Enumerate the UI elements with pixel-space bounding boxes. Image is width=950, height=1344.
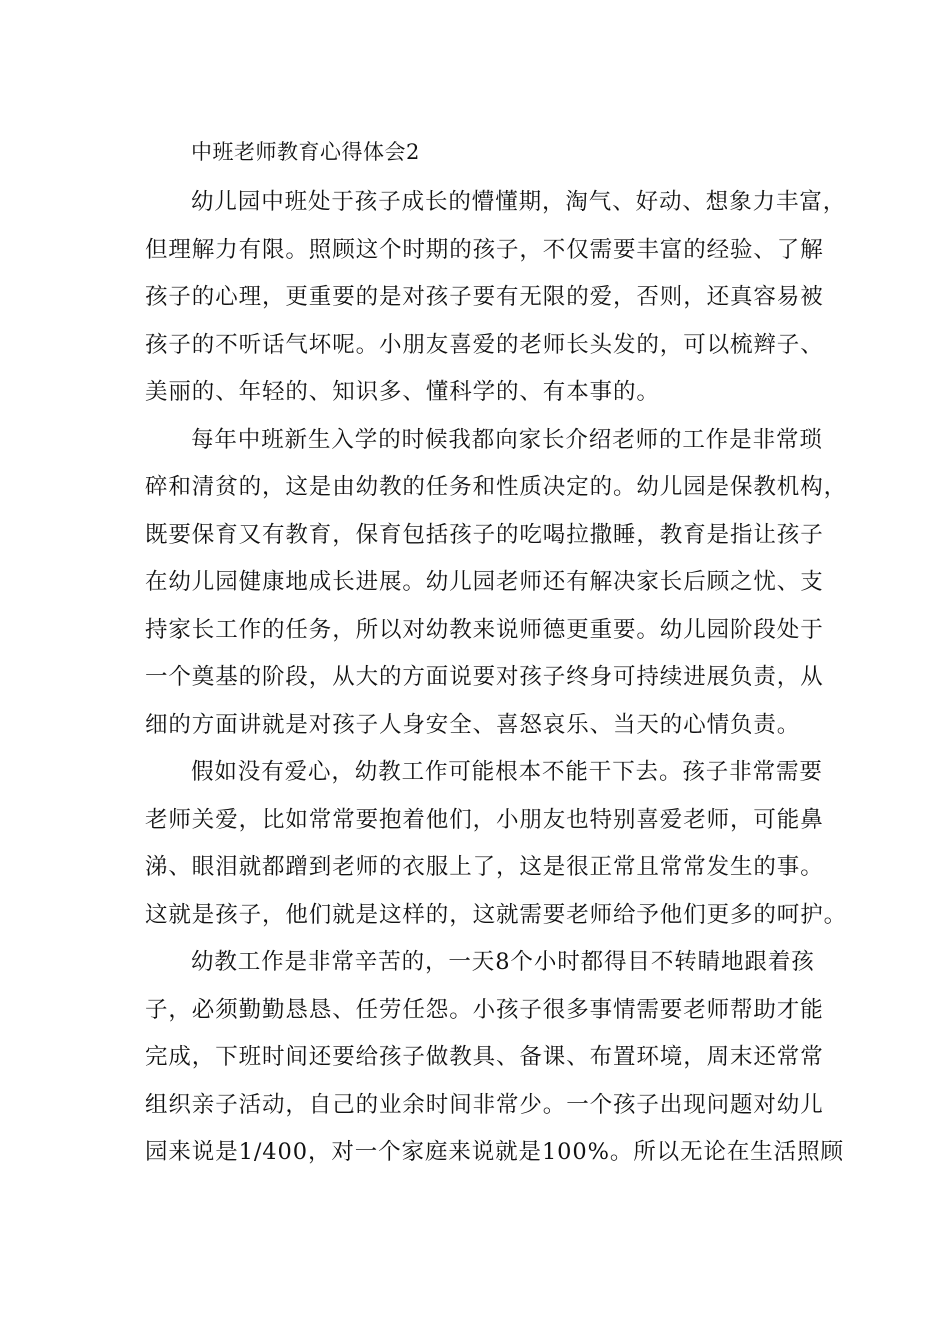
paragraph-3	[145, 752, 848, 942]
document-body	[145, 132, 848, 1180]
paragraph-line: 子，必须勤勤恳恳、任劳任怨。小孩子很多事情需要老师帮助才能	[145, 996, 824, 1023]
paragraph-line: 一个奠基的阶段，从大的方面说要对孩子终身可持续进展负责，从	[145, 664, 824, 690]
paragraph-line: 碎和清贫的，这是由幼教的任务和性质决定的。幼儿园是保教机构，	[145, 474, 848, 500]
paragraph-4	[145, 942, 844, 1180]
paragraph-line: 园来说是1/400，对一个家庭来说就是100%。所以无论在生活照顾	[145, 1139, 844, 1165]
paragraph-line: 持家长工作的任务，所以对幼教来说师德更重要。幼儿园阶段处于	[145, 616, 824, 643]
paragraph-line: 孩子的不听话气坏呢。小朋友喜爱的老师长头发的，可以梳辫子、	[145, 331, 824, 358]
paragraph-line: 美丽的、年轻的、知识多、懂科学的、有本事的。	[145, 379, 660, 405]
paragraph-line: 幼教工作是非常辛苦的，一天8个小时都得目不转睛地跟着孩	[191, 949, 815, 975]
paragraph-1	[145, 182, 847, 420]
document-title: 中班老师教育心得体会2	[191, 140, 420, 164]
paragraph-line: 但理解力有限。照顾这个时期的孩子，不仅需要丰富的经验、了解	[145, 236, 824, 263]
paragraph-line: 组织亲子活动，自己的业余时间非常少。一个孩子出现问题对幼儿	[145, 1091, 824, 1118]
paragraph-line: 细的方面讲就是对孩子人身安全、喜怒哀乐、当天的心情负责。	[145, 711, 801, 738]
paragraph-line: 涕、眼泪就都蹭到老师的衣服上了，这是很正常且常常发生的事。	[145, 854, 824, 880]
paragraph-line: 这就是孩子，他们就是这样的，这就需要老师给予他们更多的呵护。	[145, 901, 848, 928]
paragraph-2	[145, 420, 848, 753]
paragraph-line: 每年中班新生入学的时候我都向家长介绍老师的工作是非常琐	[191, 426, 823, 453]
paragraph-line: 在幼儿园健康地成长进展。幼儿园老师还有解决家长后顾之忧、支	[145, 569, 824, 595]
paragraph-line: 完成，下班时间还要给孩子做教具、备课、布置环境，周末还常常	[145, 1044, 824, 1070]
paragraph-line: 既要保育又有教育，保育包括孩子的吃喝拉撒睡，教育是指让孩子	[145, 521, 824, 548]
paragraph-line: 假如没有爱心，幼教工作可能根本不能干下去。孩子非常需要	[191, 759, 823, 785]
paragraph-line: 幼儿园中班处于孩子成长的懵懂期，淘气、好动、想象力丰富，	[191, 189, 847, 215]
paragraph-line: 孩子的心理，更重要的是对孩子要有无限的爱，否则，还真容易被	[145, 284, 824, 310]
paragraph-line: 老师关爱，比如常常要抱着他们，小朋友也特别喜爱老师，可能鼻	[145, 806, 824, 833]
